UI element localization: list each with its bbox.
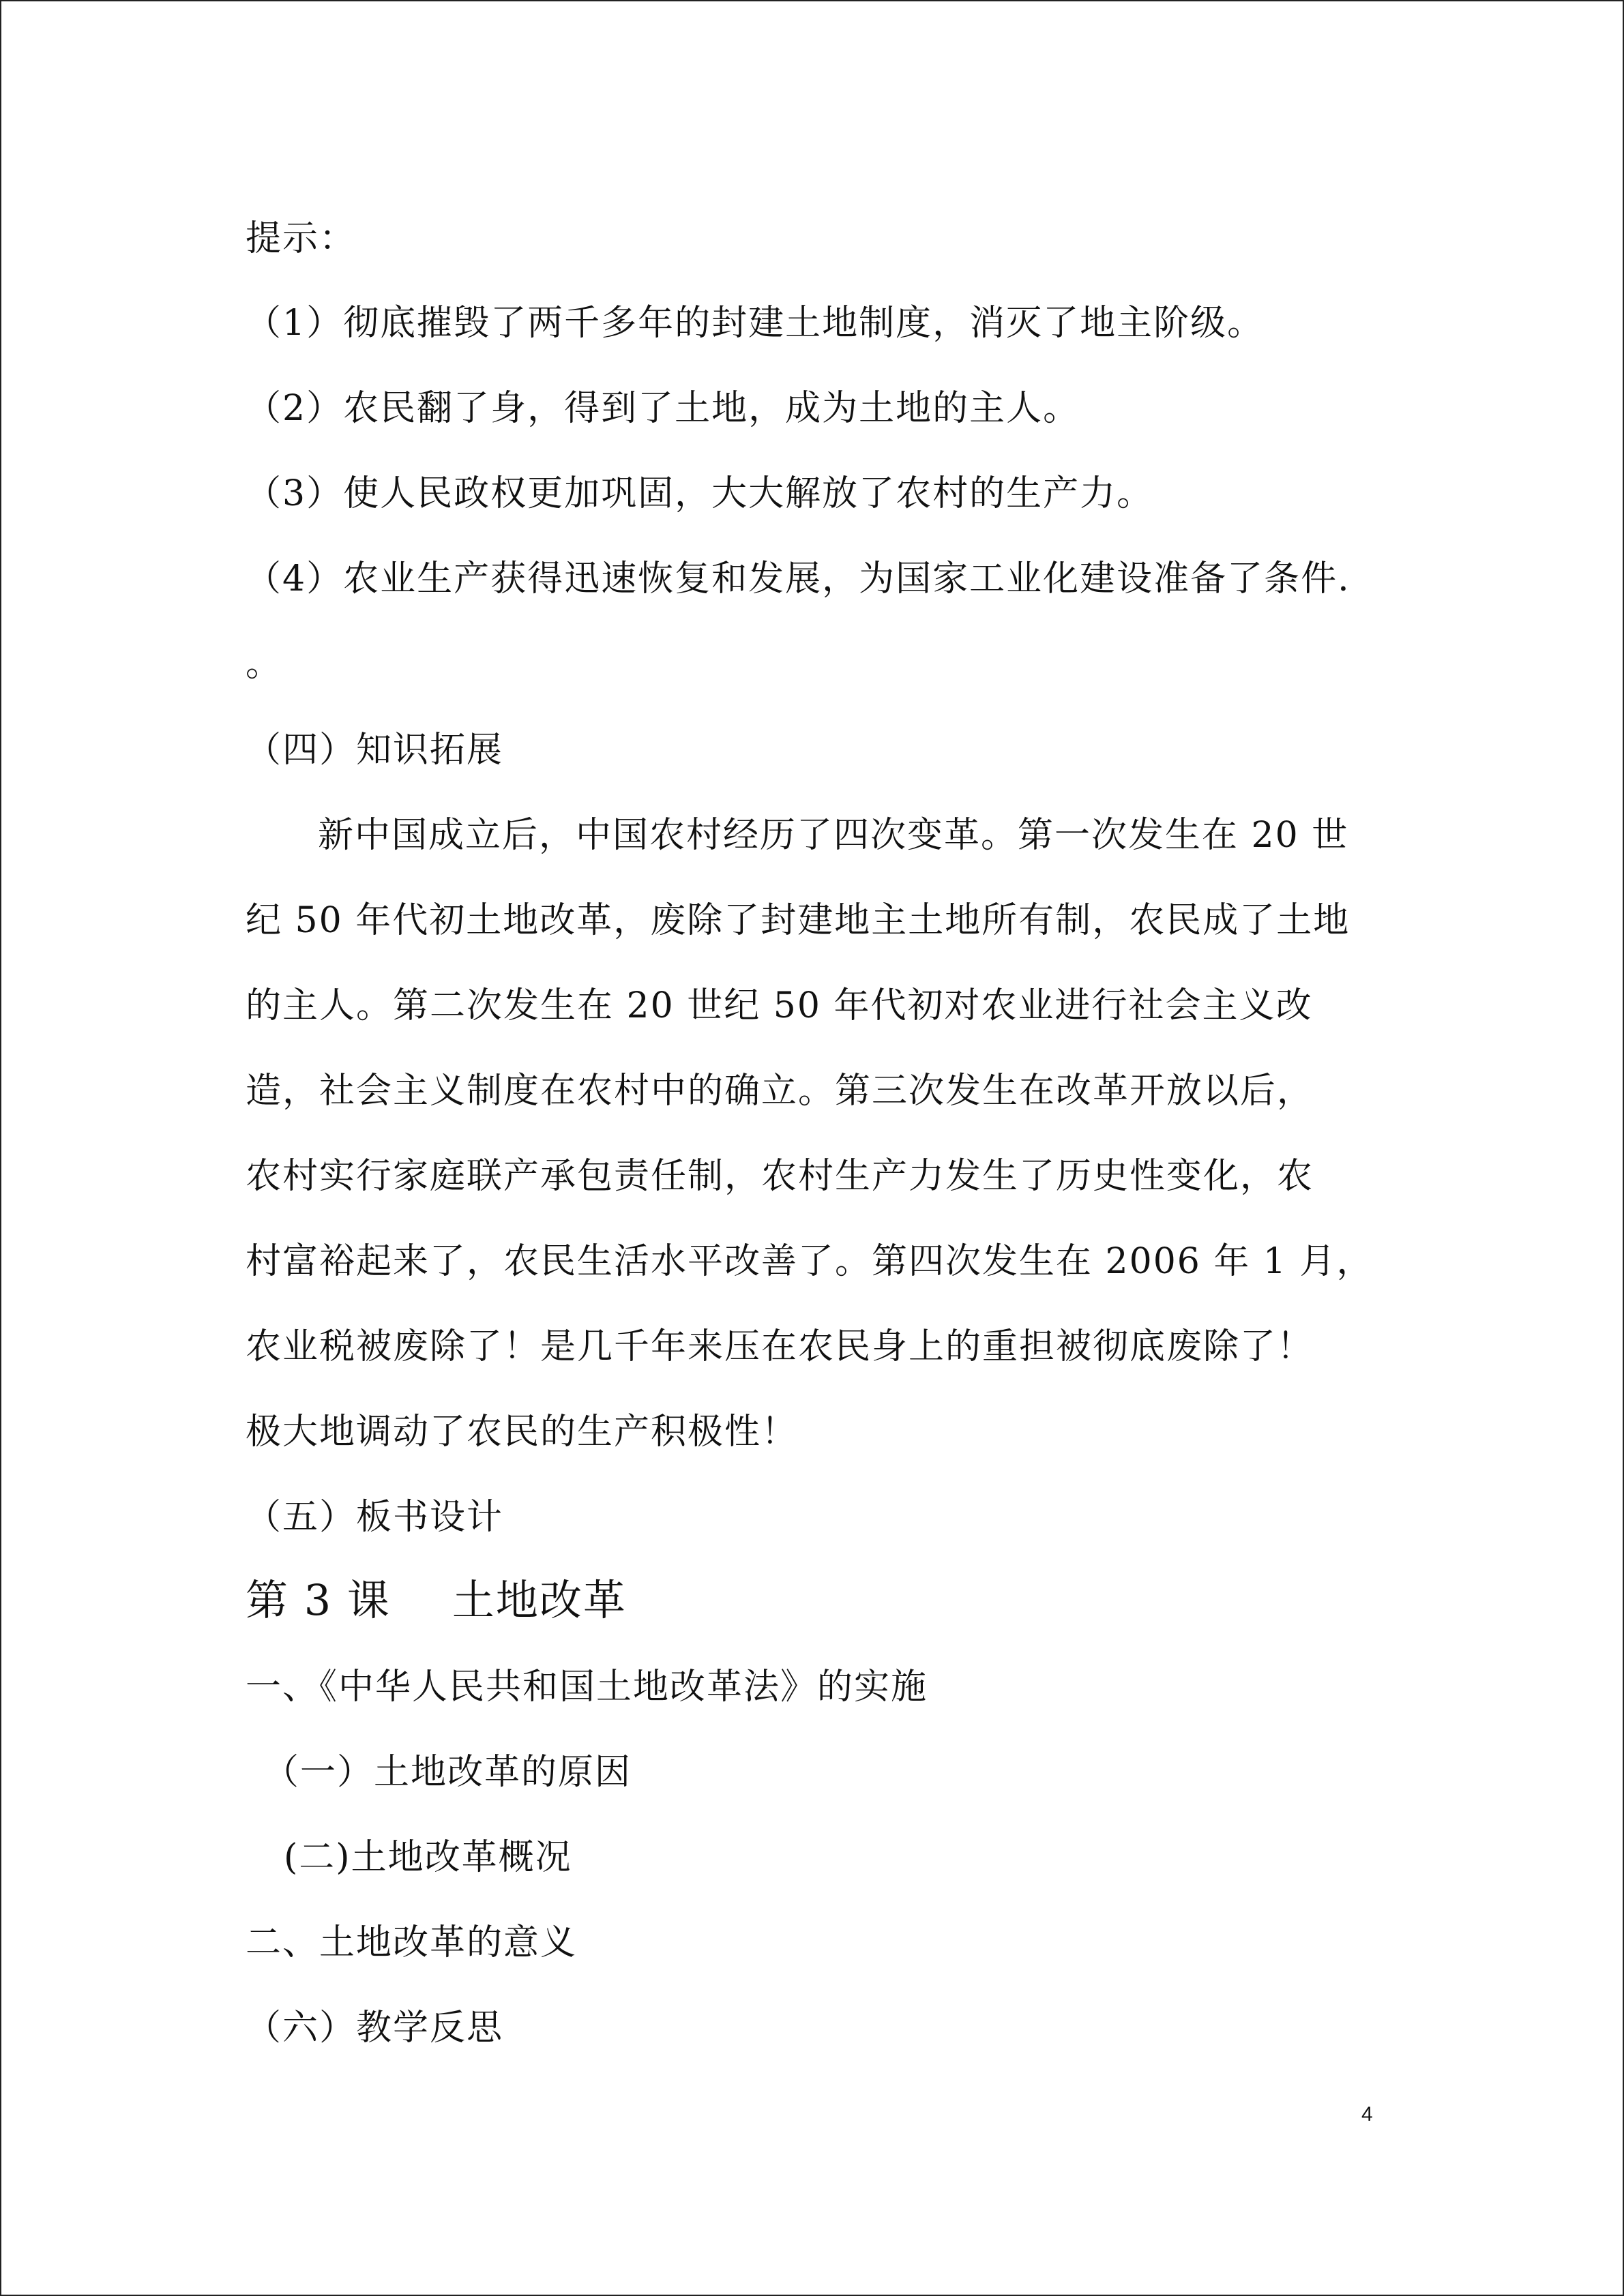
lesson-name: 土地改革: [452, 1575, 627, 1625]
extension-paragraph-line: 村富裕起来了，农民生活水平改善了。第四次发生在 2006 年 1 月，: [246, 1241, 1374, 1282]
hint-item-4-continuation: 。: [246, 644, 283, 685]
lesson-title: [246, 1575, 627, 1626]
hint-item-3: （3）使人民政权更加巩固，大大解放了农村的生产力。: [246, 473, 1154, 514]
board-subsection-1: （一）土地改革的原因: [263, 1752, 632, 1793]
board-section-2: 二、土地改革的意义: [246, 1922, 578, 1963]
extension-paragraph-line: 纪 50 年代初土地改革，废除了封建地主土地所有制，农民成了土地: [246, 900, 1350, 941]
extension-paragraph-line: 农村实行家庭联产承包责任制，农村生产力发生了历史性变化，农: [246, 1156, 1314, 1197]
board-section-1: 一、《中华人民共和国土地改革法》的实施: [246, 1667, 928, 1708]
extension-paragraph-line: 造，社会主义制度在农村中的确立。第三次发生在改革开放以后，: [246, 1071, 1314, 1112]
reflection-heading: （六）教学反思: [246, 2008, 504, 2048]
lesson-number: 第 3 课: [246, 1575, 391, 1625]
page-number: 4: [1361, 2103, 1373, 2126]
extension-paragraph-line: 极大地调动了农民的生产积极性！: [246, 1412, 799, 1452]
extension-heading: （四）知识拓展: [246, 730, 504, 771]
hint-item-4: （4）农业生产获得迅速恢复和发展，为国家工业化建设准备了条件.: [246, 558, 1350, 599]
hint-item-2: （2）农民翻了身，得到了土地，成为土地的主人。: [246, 388, 1080, 429]
extension-paragraph-line: 的主人。第二次发生在 20 世纪 50 年代初对农业进行社会主义改: [246, 985, 1313, 1026]
hint-item-1: （1）彻底摧毁了两千多年的封建土地制度，消灭了地主阶级。: [246, 303, 1265, 344]
hint-label: 提示：: [246, 218, 357, 259]
board-subsection-2: (二)土地改革概况: [284, 1837, 572, 1878]
extension-paragraph-line: 农业税被废除了！是几千年来压在农民身上的重担被彻底废除了！: [246, 1326, 1314, 1367]
board-heading: （五）板书设计: [246, 1497, 504, 1538]
extension-paragraph-line: 新中国成立后，中国农村经历了四次变革。第一次发生在 20 世: [318, 815, 1349, 856]
